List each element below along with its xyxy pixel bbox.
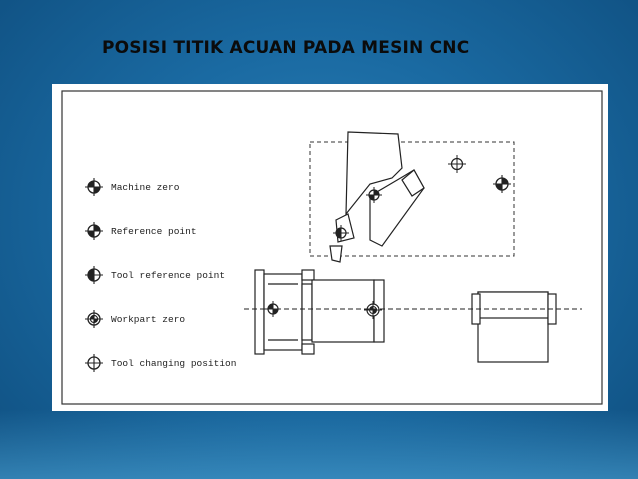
tool-changing-position-icon [85,354,103,372]
slide-title: POSISI TITIK ACUAN PADA MESIN CNC [102,38,470,58]
workpart-zero-icon [85,310,103,328]
chuck [255,270,314,354]
legend-label-reference-point: Reference point [111,226,197,237]
legend-label-tool-reference-point: Tool reference point [111,270,226,281]
legend-label-machine-zero: Machine zero [111,182,180,193]
machine-zero-icon [85,178,103,196]
background-band [0,409,638,479]
reference-point-marker [493,175,511,193]
legend [85,178,236,372]
tailstock [472,292,556,362]
tool-reference-point-icon [85,266,103,284]
reference-point-diagram [52,84,608,411]
legend-label-tool-changing-position: Tool changing position [111,358,237,369]
legend-label-workpart-zero: Workpart zero [111,314,186,325]
tool-changing-position-marker [448,155,466,173]
reference-point-icon [85,222,103,240]
